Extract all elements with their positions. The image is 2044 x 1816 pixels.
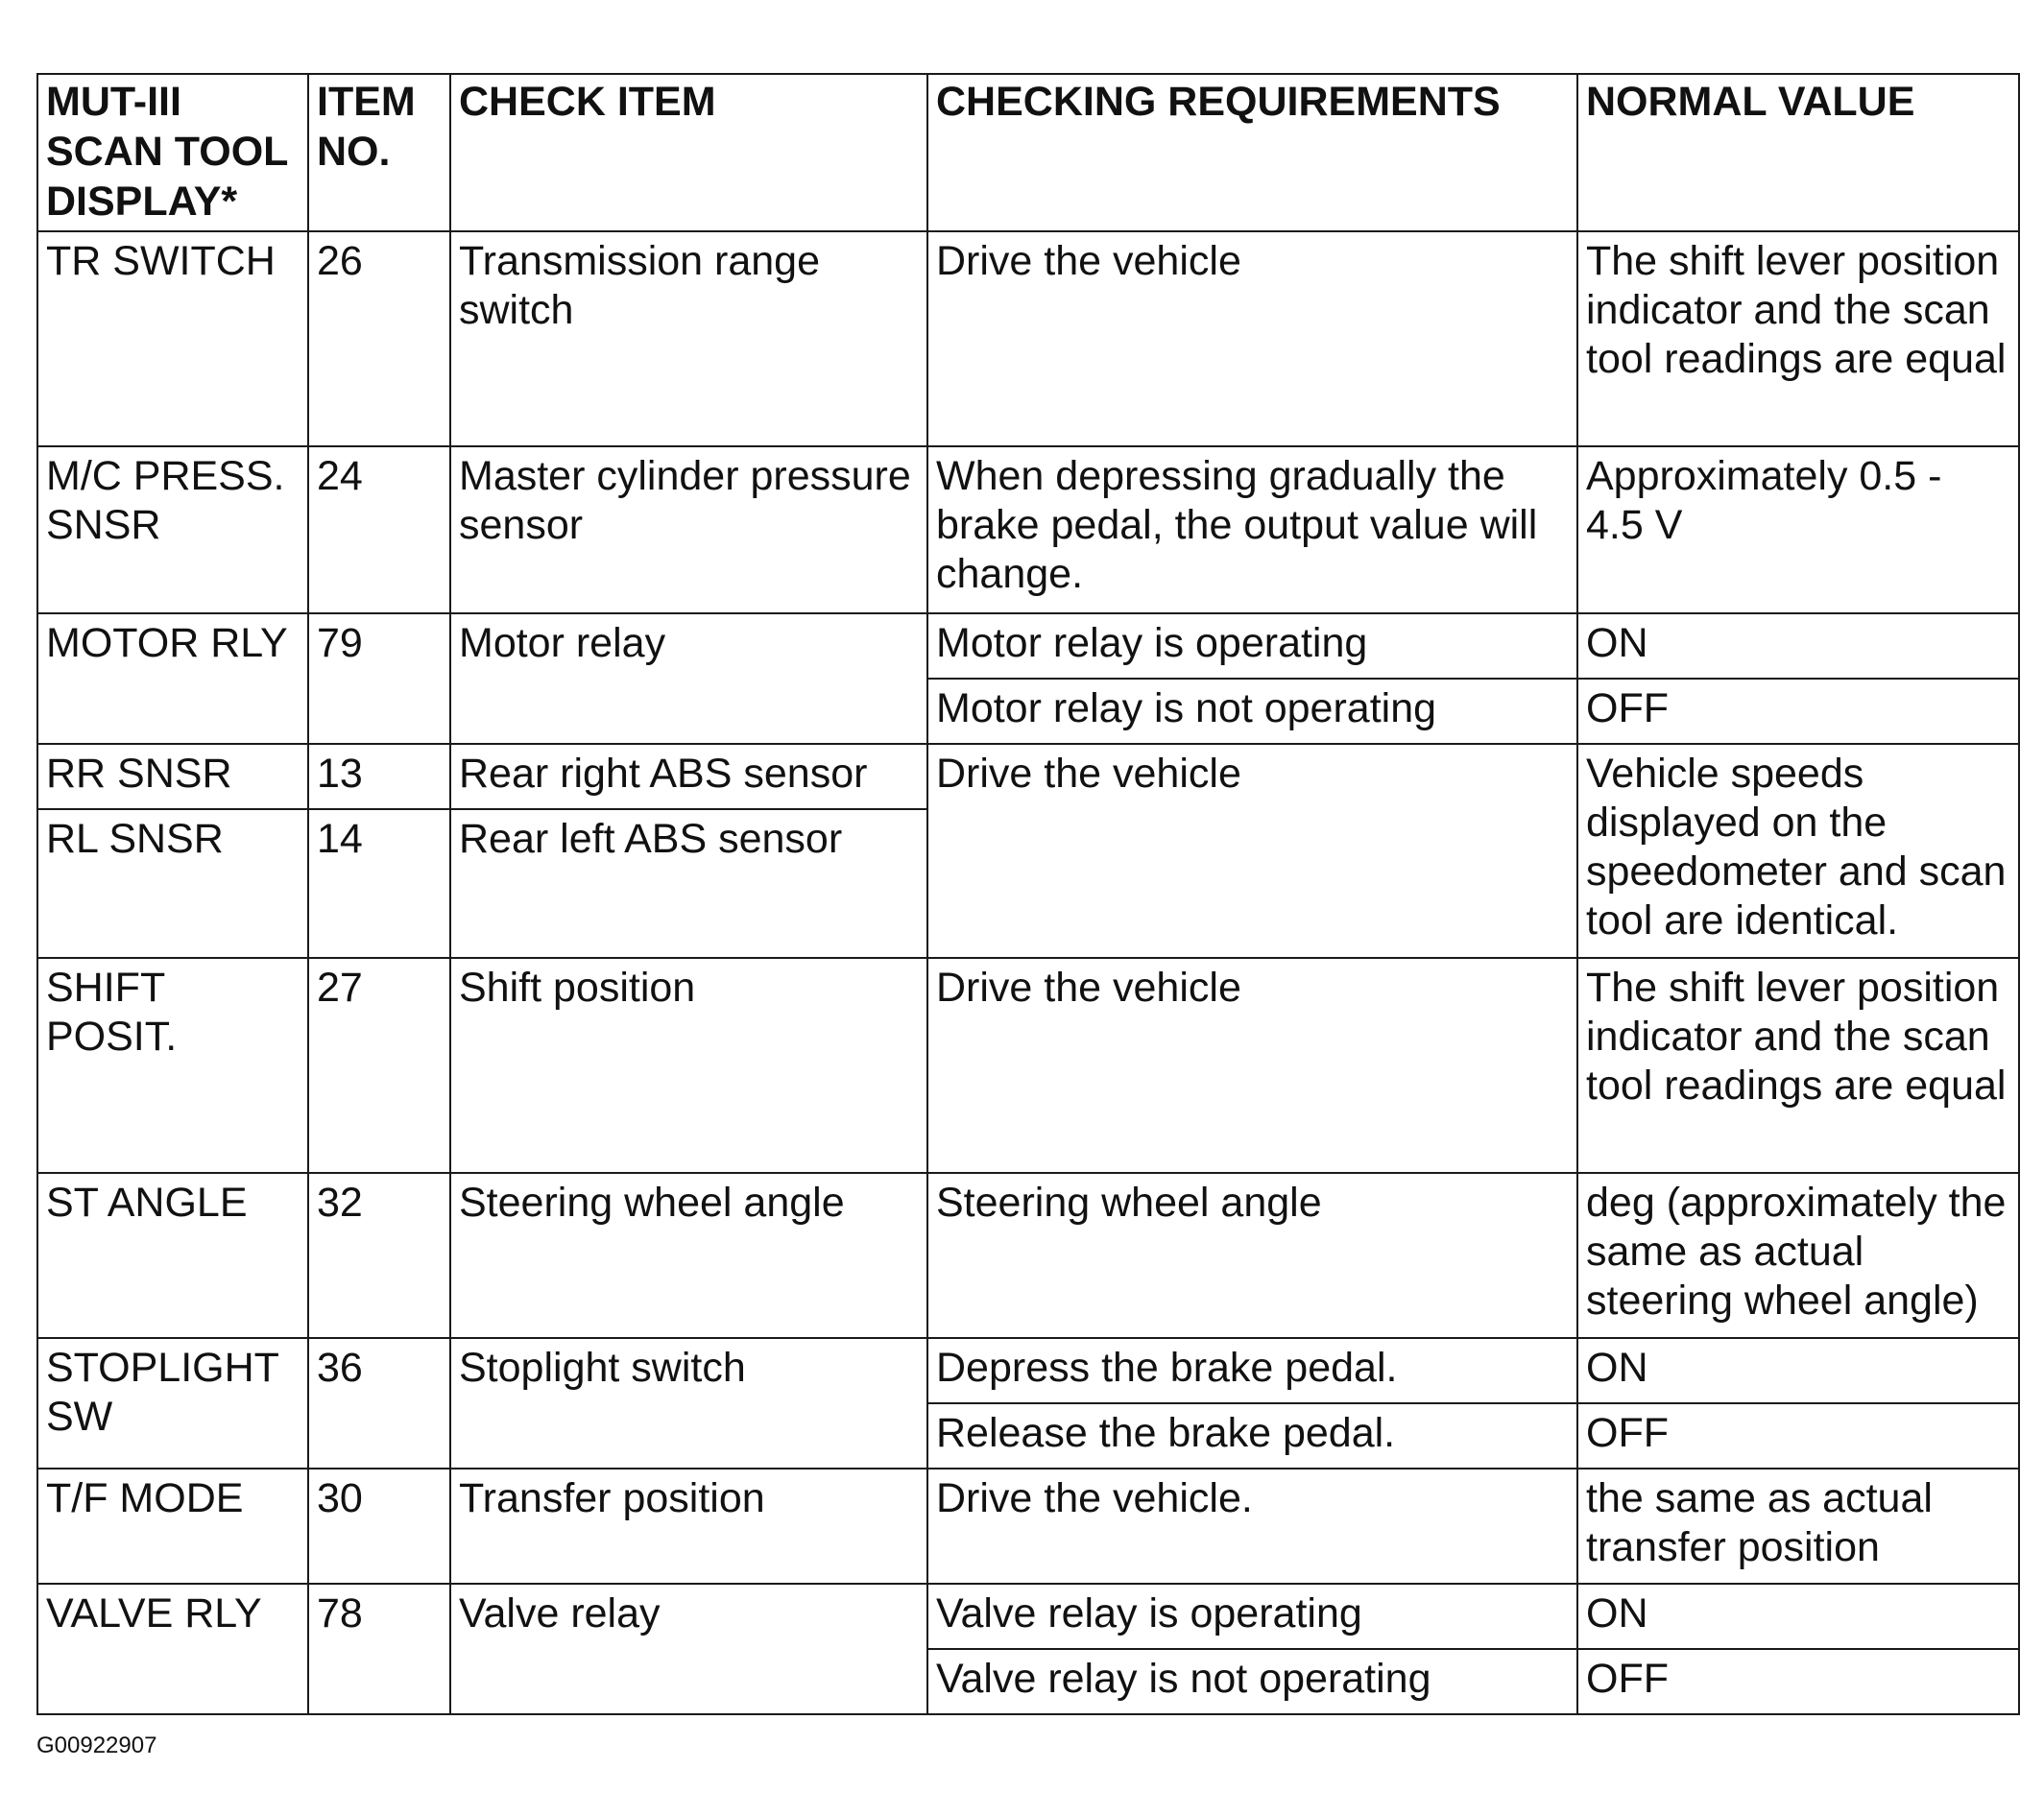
cell-normal-value: ON — [1577, 1584, 2019, 1649]
cell-check-item: Shift position — [450, 958, 927, 1173]
cell-normal-value: The shift lever position indicator and the scan tool readings are equal — [1577, 958, 2019, 1173]
cell-check-item: Master cylinder pressure sensor — [450, 446, 927, 613]
header-item-no: ITEM NO. — [308, 74, 450, 231]
cell-normal-value: OFF — [1577, 1649, 2019, 1714]
cell-requirement: Depress the brake pedal. — [927, 1338, 1577, 1403]
cell-display: MOTOR RLY — [37, 613, 308, 744]
cell-item-no: 27 — [308, 958, 450, 1173]
table-header-row — [37, 74, 2019, 231]
table-row — [37, 1584, 2019, 1649]
cell-requirement: Valve relay is operating — [927, 1584, 1577, 1649]
cell-check-item: Motor relay — [450, 613, 927, 744]
cell-display: RR SNSR — [37, 744, 308, 809]
cell-display: T/F MODE — [37, 1469, 308, 1584]
header-display: MUT-III SCAN TOOL DISPLAY* — [37, 74, 308, 231]
cell-item-no: 36 — [308, 1338, 450, 1469]
cell-item-no: 14 — [308, 809, 450, 958]
cell-check-item: Steering wheel angle — [450, 1173, 927, 1338]
cell-item-no: 24 — [308, 446, 450, 613]
cell-requirement: Steering wheel angle — [927, 1173, 1577, 1338]
cell-item-no: 26 — [308, 231, 450, 446]
table-row — [37, 613, 2019, 679]
cell-display: ST ANGLE — [37, 1173, 308, 1338]
cell-check-item: Valve relay — [450, 1584, 927, 1714]
cell-check-item: Rear left ABS sensor — [450, 809, 927, 958]
cell-item-no: 30 — [308, 1469, 450, 1584]
table-row — [37, 958, 2019, 1173]
cell-requirement: Drive the vehicle — [927, 958, 1577, 1173]
header-normal-value: NORMAL VALUE — [1577, 74, 2019, 231]
cell-check-item: Transmission range switch — [450, 231, 927, 446]
cell-normal-value: Approximately 0.5 - 4.5 V — [1577, 446, 2019, 613]
cell-normal-value: The shift lever position indicator and the scan tool readings are equal — [1577, 231, 2019, 446]
table-row — [37, 1173, 2019, 1338]
cell-display: RL SNSR — [37, 809, 308, 958]
cell-requirement: Drive the vehicle. — [927, 1469, 1577, 1584]
cell-normal-value: OFF — [1577, 679, 2019, 744]
cell-item-no: 13 — [308, 744, 450, 809]
cell-requirement: Motor relay is not operating — [927, 679, 1577, 744]
cell-check-item: Rear right ABS sensor — [450, 744, 927, 809]
table-row — [37, 744, 2019, 809]
cell-display: SHIFT POSIT. — [37, 958, 308, 1173]
cell-check-item: Stoplight switch — [450, 1338, 927, 1469]
cell-requirement: Drive the vehicle — [927, 744, 1577, 958]
cell-display: STOPLIGHT SW — [37, 1338, 308, 1469]
table-row — [37, 231, 2019, 446]
cell-display: VALVE RLY — [37, 1584, 308, 1714]
cell-item-no: 78 — [308, 1584, 450, 1714]
figure-id: G00922907 — [36, 1732, 157, 1758]
cell-requirement: Drive the vehicle — [927, 231, 1577, 446]
header-check-item: CHECK ITEM — [450, 74, 927, 231]
cell-normal-value: deg (approximately the same as actual steering wheel angle) — [1577, 1173, 2019, 1338]
cell-normal-value: OFF — [1577, 1403, 2019, 1469]
cell-requirement: Motor relay is operating — [927, 613, 1577, 679]
table-row — [37, 446, 2019, 613]
cell-item-no: 32 — [308, 1173, 450, 1338]
header-requirements: CHECKING REQUIREMENTS — [927, 74, 1577, 231]
cell-normal-value: ON — [1577, 613, 2019, 679]
cell-item-no: 79 — [308, 613, 450, 744]
cell-requirement: Valve relay is not operating — [927, 1649, 1577, 1714]
cell-display: TR SWITCH — [37, 231, 308, 446]
table-row — [37, 1338, 2019, 1403]
scan-tool-check-table — [36, 73, 2020, 1715]
scan-tool-table-container — [36, 73, 2020, 1715]
cell-normal-value: Vehicle speeds displayed on the speedometer and scan tool are identical. — [1577, 744, 2019, 958]
cell-check-item: Transfer position — [450, 1469, 927, 1584]
cell-requirement: When depressing gradually the brake pedal, the output value will change. — [927, 446, 1577, 613]
table-row — [37, 1469, 2019, 1584]
cell-requirement: Release the brake pedal. — [927, 1403, 1577, 1469]
cell-display: M/C PRESS. SNSR — [37, 446, 308, 613]
cell-normal-value: the same as actual transfer position — [1577, 1469, 2019, 1584]
cell-normal-value: ON — [1577, 1338, 2019, 1403]
